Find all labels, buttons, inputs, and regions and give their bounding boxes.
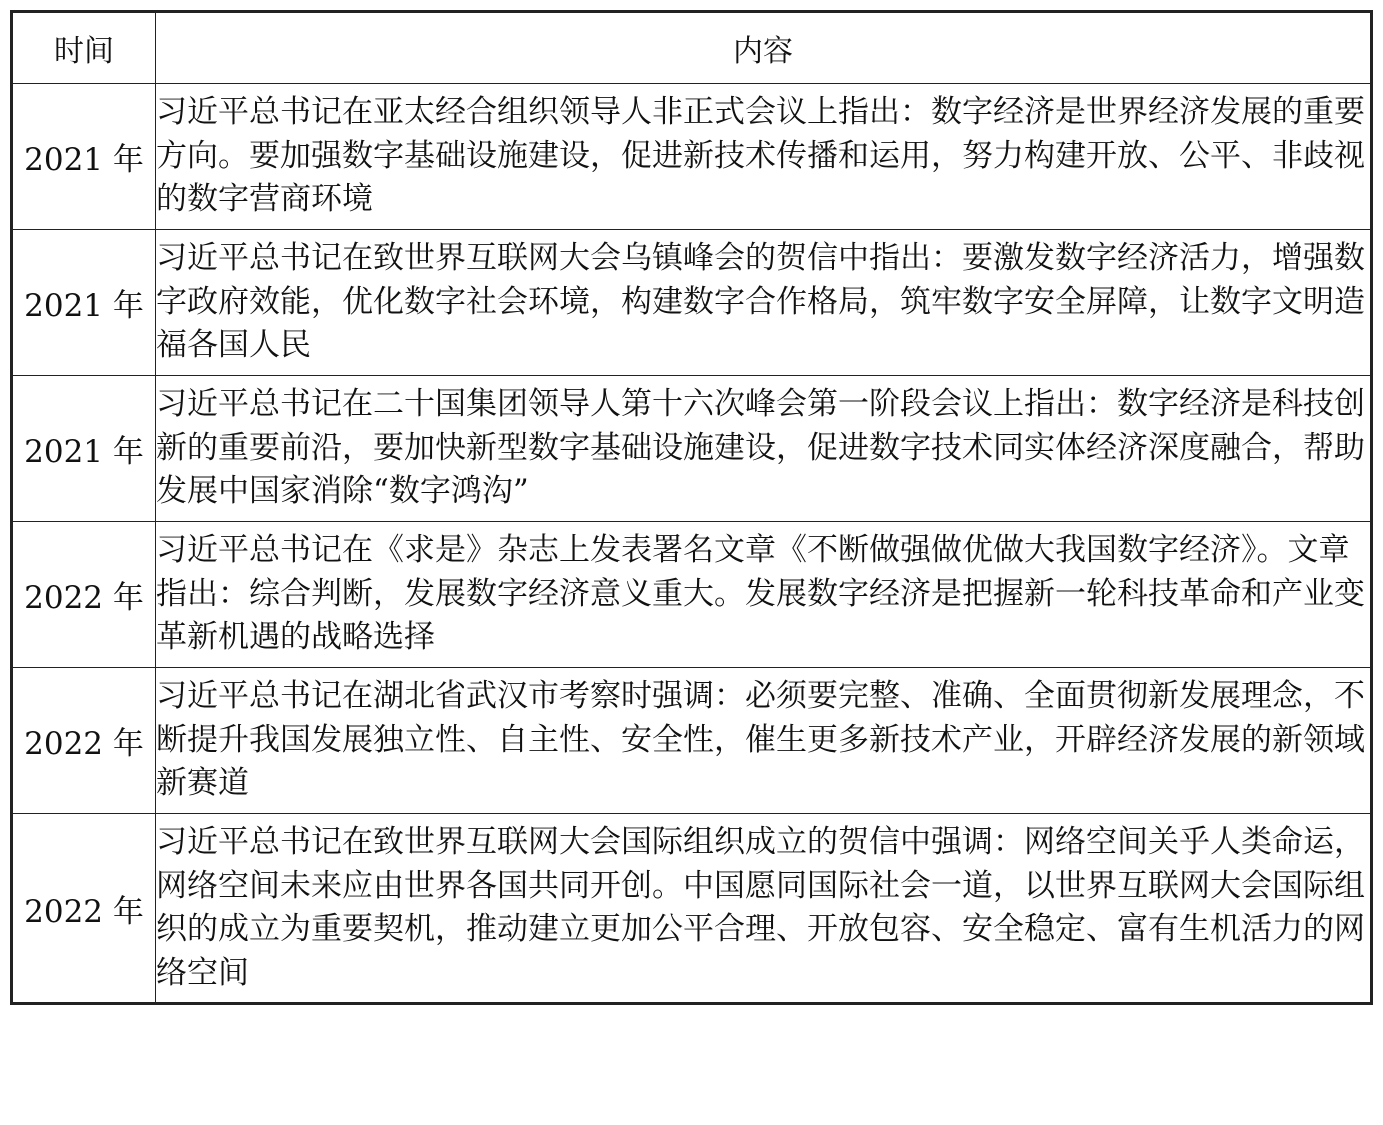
- row-time: 2022 年: [12, 522, 156, 668]
- row-time: 2021 年: [12, 84, 156, 230]
- header-content: 内容: [156, 12, 1372, 84]
- events-table: [10, 10, 1373, 1005]
- row-content: 习近平总书记在亚太经合组织领导人非正式会议上指出：数字经济是世界经济发展的重要方向。要加强数字基础设施建设，促进新技术传播和运用，努力构建开放、公平、非歧视的数字营商环境: [156, 84, 1372, 230]
- row-time: 2021 年: [12, 376, 156, 522]
- row-content: 习近平总书记在二十国集团领导人第十六次峰会第一阶段会议上指出：数字经济是科技创新的重要前沿，要加快新型数字基础设施建设，促进数字技术同实体经济深度融合，帮助发展中国家消除“数字鸿沟”: [156, 376, 1372, 522]
- row-content: 习近平总书记在致世界互联网大会国际组织成立的贺信中强调：网络空间关乎人类命运，网络空间未来应由世界各国共同开创。中国愿同国际社会一道，以世界互联网大会国际组织的成立为重要契机，推动建立更加公平合理、开放包容、安全稳定、富有生机活力的网络空间: [156, 814, 1372, 1004]
- row-content: 习近平总书记在《求是》杂志上发表署名文章《不断做强做优做大我国数字经济》。文章指出：综合判断，发展数字经济意义重大。发展数字经济是把握新一轮科技革命和产业变革新机遇的战略选择: [156, 522, 1372, 668]
- table-row: [12, 814, 1372, 1004]
- table-row: [12, 230, 1372, 376]
- row-time: 2022 年: [12, 668, 156, 814]
- row-time: 2022 年: [12, 814, 156, 1004]
- table-header-row: [12, 12, 1372, 84]
- row-time: 2021 年: [12, 230, 156, 376]
- header-time: 时间: [12, 12, 156, 84]
- table-row: [12, 376, 1372, 522]
- row-content: 习近平总书记在致世界互联网大会乌镇峰会的贺信中指出：要激发数字经济活力，增强数字政府效能，优化数字社会环境，构建数字合作格局，筑牢数字安全屏障，让数字文明造福各国人民: [156, 230, 1372, 376]
- row-content: 习近平总书记在湖北省武汉市考察时强调：必须要完整、准确、全面贯彻新发展理念，不断提升我国发展独立性、自主性、安全性，催生更多新技术产业，开辟经济发展的新领域新赛道: [156, 668, 1372, 814]
- table-row: [12, 522, 1372, 668]
- table-row: [12, 84, 1372, 230]
- table-row: [12, 668, 1372, 814]
